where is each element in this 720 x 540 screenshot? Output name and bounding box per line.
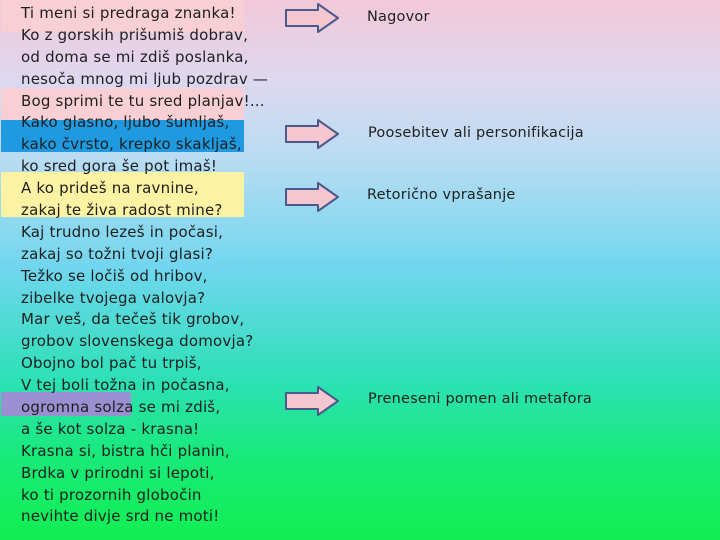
arrow-right-icon <box>284 181 340 213</box>
arrow-right-icon <box>284 385 340 417</box>
poem-line: Ti meni si predraga znanka! <box>21 4 236 22</box>
arrow-right-icon <box>284 118 340 150</box>
poem-line: ko ti prozornih globočin <box>21 485 202 504</box>
poem-line: Obojno bol pač tu trpiš, <box>21 354 202 373</box>
poem-line: nevihte divje srd ne moti! <box>21 507 220 526</box>
poem-line: V tej boli tožna in počasna, <box>21 376 230 395</box>
poem-line: Brdka v prirodni si lepoti, <box>21 463 215 482</box>
poem-line: od doma se mi zdiš poslanka, <box>21 47 249 66</box>
poem-line: zibelke tvojega valovja? <box>21 288 206 307</box>
poem-line: zakaj te živa radost mine? <box>21 201 223 220</box>
poem-line: a še kot solza - krasna! <box>21 419 200 438</box>
poem-line: Krasna si, bistra hči planin, <box>21 441 230 460</box>
annotation-label-rhetorical-question: Retorično vprašanje <box>367 187 516 203</box>
annotation-label-personification: Poosebitev ali personifikacija <box>368 125 584 141</box>
poem-line: Kako glasno, ljubo šumljaš, <box>21 113 230 132</box>
poem-line: Kaj trudno lezeš in počasi, <box>21 222 224 241</box>
poem-line: grobov slovenskega domovja? <box>21 332 254 351</box>
poem-line: ogromna solza se mi zdiš, <box>21 398 221 417</box>
poem-line: Mar veš, da tečeš tik grobov, <box>21 310 245 329</box>
poem-line: kako čvrsto, krepko skakljaš, <box>21 135 242 154</box>
poem-text <box>21 3 268 528</box>
poem-line: ko sred gora še pot imaš! <box>21 157 218 176</box>
poem-line: zakaj so tožni tvoji glasi? <box>21 244 214 263</box>
poem-line: Ko z gorskih prišumiš dobrav, <box>21 25 249 44</box>
poem-line: Težko se ločiš od hribov, <box>21 266 208 285</box>
arrow-right-icon <box>284 2 340 34</box>
poem-line: nesoča mnog mi ljub pozdrav — <box>21 69 269 88</box>
annotation-label-apostrophe: Nagovor <box>367 9 430 25</box>
annotation-label-metaphor: Preneseni pomen ali metafora <box>368 391 592 407</box>
poem-line: Bog sprimi te tu sred planjav!... <box>21 91 265 110</box>
poem-line: A ko prideš na ravnine, <box>21 179 199 198</box>
